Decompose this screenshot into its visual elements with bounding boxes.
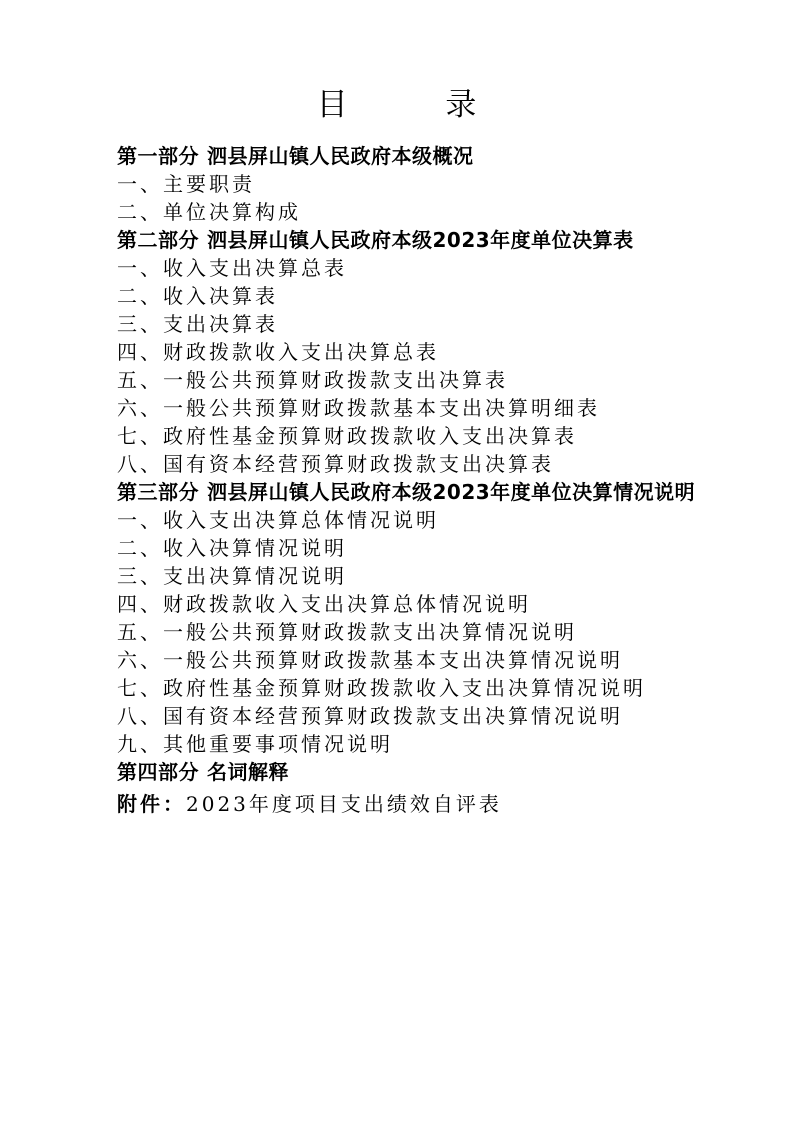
- attachment-text: 2023年度项目支出绩效自评表: [186, 792, 502, 816]
- toc-item[interactable]: 二、收入决算情况说明: [117, 536, 347, 560]
- page-title: 目 录: [316, 87, 521, 123]
- toc-item[interactable]: 四、财政拨款收入支出决算总表: [117, 340, 439, 364]
- part-heading: 名词解释: [207, 760, 289, 784]
- table-of-contents: [117, 142, 697, 818]
- toc-item[interactable]: 六、一般公共预算财政拨款基本支出决算情况说明: [117, 648, 623, 672]
- attachment-label: 附件：: [117, 792, 186, 816]
- toc-part-4[interactable]: [117, 758, 697, 786]
- toc-part-3[interactable]: [117, 478, 697, 506]
- toc-item[interactable]: 二、收入决算表: [117, 284, 278, 308]
- part-heading: 泗县屏山镇人民政府本级概况: [207, 144, 474, 168]
- toc-item[interactable]: 一、收入支出决算总表: [117, 256, 347, 280]
- toc-item[interactable]: 三、支出决算情况说明: [117, 564, 347, 588]
- toc-item[interactable]: 六、一般公共预算财政拨款基本支出决算明细表: [117, 396, 600, 420]
- part-label: 第二部分: [117, 228, 199, 252]
- toc-item[interactable]: 一、主要职责: [117, 172, 255, 196]
- part-heading: 泗县屏山镇人民政府本级2023年度单位决算情况说明: [207, 480, 696, 504]
- toc-item[interactable]: 三、支出决算表: [117, 312, 278, 336]
- toc-attachment[interactable]: [117, 790, 697, 818]
- part-label: 第一部分: [117, 144, 199, 168]
- part-label: 第三部分: [117, 480, 199, 504]
- toc-item[interactable]: 八、国有资本经营预算财政拨款支出决算表: [117, 452, 554, 476]
- toc-item[interactable]: 八、国有资本经营预算财政拨款支出决算情况说明: [117, 704, 623, 728]
- toc-item[interactable]: 七、政府性基金预算财政拨款收入支出决算情况说明: [117, 676, 646, 700]
- part-heading: 泗县屏山镇人民政府本级2023年度单位决算表: [207, 228, 634, 252]
- toc-item[interactable]: 一、收入支出决算总体情况说明: [117, 508, 439, 532]
- toc-item[interactable]: 五、一般公共预算财政拨款支出决算表: [117, 368, 508, 392]
- toc-item[interactable]: 二、单位决算构成: [117, 200, 301, 224]
- toc-item[interactable]: 九、其他重要事项情况说明: [117, 732, 393, 756]
- toc-item[interactable]: 五、一般公共预算财政拨款支出决算情况说明: [117, 620, 577, 644]
- toc-part-2[interactable]: [117, 226, 697, 254]
- toc-item[interactable]: 七、政府性基金预算财政拨款收入支出决算表: [117, 424, 577, 448]
- toc-part-1[interactable]: [117, 142, 697, 170]
- toc-item[interactable]: 四、财政拨款收入支出决算总体情况说明: [117, 592, 531, 616]
- part-label: 第四部分: [117, 760, 199, 784]
